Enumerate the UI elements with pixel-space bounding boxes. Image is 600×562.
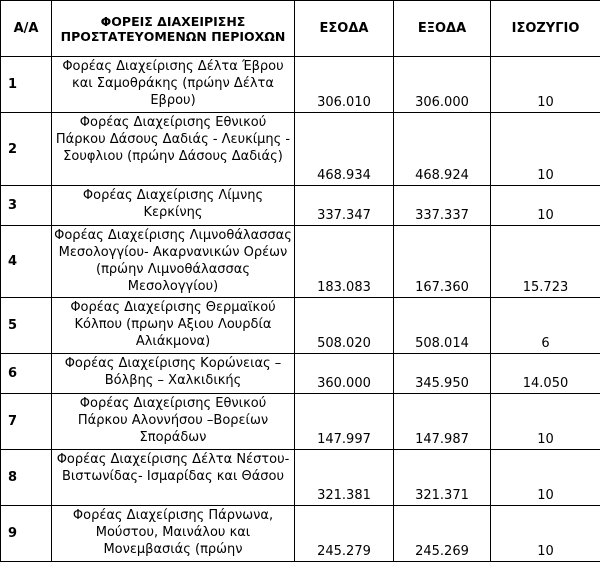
cell-expense: 245.269 [394, 506, 491, 562]
header-expense: ΕΞΟΔΑ [394, 1, 491, 57]
cell-name: Φορέας Διαχείρισης Λίμνης Κερκίνης [52, 186, 295, 226]
cell-expense: 508.014 [394, 298, 491, 354]
cell-name: Φορέας Διαχείρισης Λιμνοθάλασσας Μεσολογγίου- Ακαρνανικών Ορέων (πρώην Λιμνοθάλασσας Μεσολογγίου) [52, 226, 295, 298]
table-row [1, 186, 600, 226]
cell-aa: 2 [1, 113, 52, 186]
cell-balance: 10 [491, 506, 600, 562]
table-row [1, 506, 600, 562]
cell-expense: 306.000 [394, 57, 491, 113]
cell-aa: 1 [1, 57, 52, 113]
cell-expense: 321.371 [394, 450, 491, 506]
cell-aa: 3 [1, 186, 52, 226]
cell-income: 321.381 [295, 450, 394, 506]
table-row [1, 298, 600, 354]
cell-income: 147.997 [295, 394, 394, 450]
table-row [1, 57, 600, 113]
cell-income: 468.934 [295, 113, 394, 186]
header-income: ΕΣΟΔΑ [295, 1, 394, 57]
cell-income: 306.010 [295, 57, 394, 113]
cell-income: 245.279 [295, 506, 394, 562]
cell-expense: 345.950 [394, 354, 491, 394]
cell-income: 508.020 [295, 298, 394, 354]
cell-balance: 15.723 [491, 226, 600, 298]
cell-balance: 14.050 [491, 354, 600, 394]
cell-balance: 10 [491, 450, 600, 506]
table-row [1, 113, 600, 186]
cell-balance: 10 [491, 57, 600, 113]
table-row [1, 450, 600, 506]
table-row [1, 226, 600, 298]
cell-income: 360.000 [295, 354, 394, 394]
cell-balance: 6 [491, 298, 600, 354]
cell-name: Φορέας Διαχείρισης Κορώνειας – Βόλβης – Χαλκιδικής [52, 354, 295, 394]
cell-aa: 6 [1, 354, 52, 394]
table-row [1, 394, 600, 450]
cell-income: 183.083 [295, 226, 394, 298]
cell-expense: 167.360 [394, 226, 491, 298]
cell-expense: 337.337 [394, 186, 491, 226]
header-name: ΦΟΡΕΙΣ ΔΙΑΧΕΙΡΙΣΗΣ ΠΡΟΣΤΑΤΕΥΟΜΕΝΩΝ ΠΕΡΙΟΧΩΝ [52, 1, 295, 57]
table-row [1, 354, 600, 394]
cell-balance: 10 [491, 113, 600, 186]
header-aa: Α/Α [1, 1, 52, 57]
cell-name: Φορέας Διαχείρισης Θερμαϊκού Κόλπου (πρωην Αξιου Λουρδία Αλιάκμονα) [52, 298, 295, 354]
header-row [1, 1, 600, 57]
cell-expense: 147.987 [394, 394, 491, 450]
cell-name: Φορέας Διαχείρισης Εθνικού Πάρκου Αλοννήσου –Βορείων Σποράδων [52, 394, 295, 450]
cell-aa: 5 [1, 298, 52, 354]
cell-balance: 10 [491, 394, 600, 450]
cell-expense: 468.924 [394, 113, 491, 186]
cell-balance: 10 [491, 186, 600, 226]
header-balance: ΙΣΟΖΥΓΙΟ [491, 1, 600, 57]
cell-aa: 4 [1, 226, 52, 298]
cell-aa: 9 [1, 506, 52, 562]
cell-aa: 8 [1, 450, 52, 506]
cell-income: 337.347 [295, 186, 394, 226]
cell-name: Φορέας Διαχείρισης Δέλτα Έβρου και Σαμοθράκης (πρώην Δέλτα Εβρου) [52, 57, 295, 113]
cell-name: Φορέας Διαχείρισης Δέλτα Νέστου- Βιστωνίδας- Ισμαρίδας και Θάσου [52, 450, 295, 506]
cell-aa: 7 [1, 394, 52, 450]
cell-name: Φορέας Διαχείρισης Εθνικού Πάρκου Δάσους Δαδιάς - Λευκίμης - Σουφλιου (πρώην Δάσους Δαδιάς) [52, 113, 295, 186]
cell-name: Φορέας Διαχείρισης Πάρνωνα, Μούστου, Μαινάλου και Μονεμβασιάς (πρώην [52, 506, 295, 562]
